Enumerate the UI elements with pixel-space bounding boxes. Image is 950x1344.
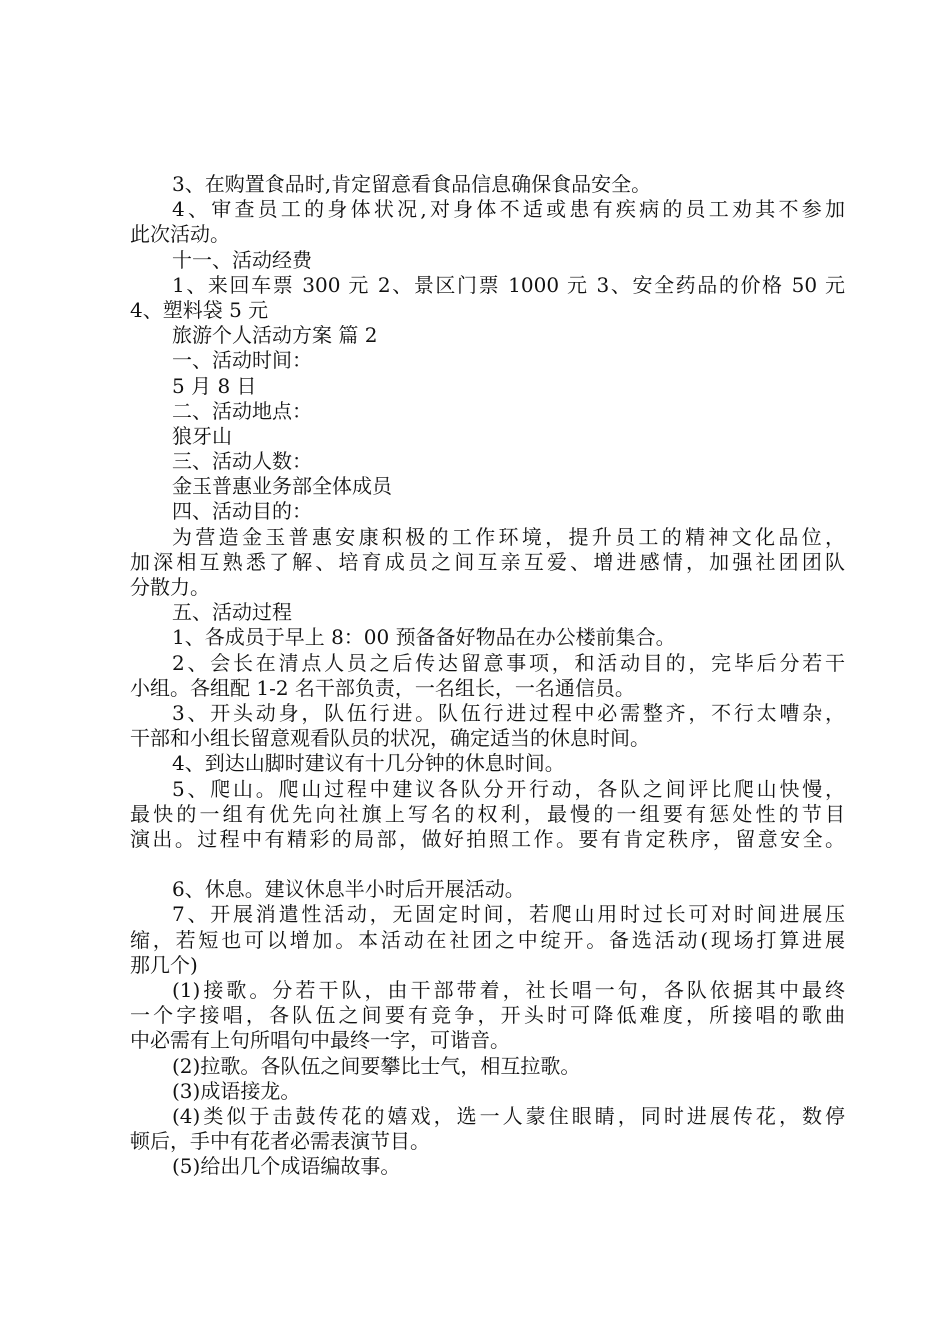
text-line: 顿后，手中有花者必需表演节目。 xyxy=(130,1129,430,1154)
text-line: (4)类似于击鼓传花的嬉戏，选一人蒙住眼睛，同时进展传花，数停 xyxy=(172,1103,845,1128)
text-line: 5 月 8 日 xyxy=(172,373,257,398)
text-line: 金玉普惠业务部全体成员 xyxy=(172,474,392,499)
text-line: 为营造金玉普惠安康积极的工作环境，提升员工的精神文化品位， xyxy=(172,524,845,549)
text-line: (3)成语接龙。 xyxy=(172,1078,301,1103)
text-line: 小组。各组配 1-2 名干部负责，一名组长，一名通信员。 xyxy=(130,675,635,700)
text-line: 4、审查员工的身体状况,对身体不适或患有疾病的员工劝其不参加 xyxy=(172,197,845,222)
text-line: 最快的一组有优先向社旗上写名的权利，最慢的一组要有惩处性的节目 xyxy=(130,801,845,826)
text-line: 干部和小组长留意观看队员的状况，确定适当的休息时间。 xyxy=(130,726,650,751)
text-line: 5、爬山。爬山过程中建议各队分开行动，各队之间评比爬山快慢， xyxy=(172,776,845,801)
text-line: 7、开展消遣性活动，无固定时间，若爬山用时过长可对时间进展压 xyxy=(172,902,845,927)
text-line: 分散力。 xyxy=(130,575,210,599)
text-line: 二、活动地点： xyxy=(172,398,312,423)
text-line: 4、塑料袋 5 元 xyxy=(130,297,269,322)
text-line: 狼牙山 xyxy=(172,423,232,448)
text-line: 十一、活动经费 xyxy=(172,247,312,272)
text-line: 一、活动时间： xyxy=(172,348,312,373)
text-line: 4、到达山脚时建议有十几分钟的休息时间。 xyxy=(172,751,565,776)
text-line: 缩，若短也可以增加。本活动在社团之中绽开。备选活动(现场打算进展 xyxy=(130,927,845,952)
text-line: 中必需有上句所唱句中最终一字，可谐音。 xyxy=(130,1028,510,1053)
text-line: 旅游个人活动方案 篇 2 xyxy=(172,323,378,348)
text-line: (2)拉歌。各队伍之间要攀比士气，相互拉歌。 xyxy=(172,1053,581,1078)
text-line: 6、休息。建议休息半小时后开展活动。 xyxy=(172,877,525,902)
text-line: 1、来回车票 300 元 2、景区门票 1000 元 3、安全药品的价格 50 元 xyxy=(172,272,845,297)
text-line: 四、活动目的： xyxy=(172,499,312,524)
text-line: 演出。过程中有精彩的局部，做好拍照工作。要有肯定秩序，留意安全。 xyxy=(130,826,845,851)
text-line: 此次活动。 xyxy=(130,222,230,247)
text-line: 3、在购置食品时,肯定留意看食品信息确保食品安全。 xyxy=(172,172,652,196)
text-line: 一个字接唱，各队伍之间要有竞争，开头时可降低难度，所接唱的歌曲 xyxy=(130,1003,845,1028)
document-body xyxy=(130,172,845,1180)
blank-line xyxy=(130,852,845,877)
text-line: 1、各成员于早上 8：00 预备备好物品在办公楼前集合。 xyxy=(172,625,676,650)
text-line: 2、会长在清点人员之后传达留意事项，和活动目的，完毕后分若干 xyxy=(172,650,845,675)
text-line: 五、活动过程 xyxy=(172,600,292,625)
text-line: 那几个) xyxy=(130,952,198,977)
text-line: 加深相互熟悉了解、培育成员之间互亲互爱、增进感情，加强社团团队 xyxy=(130,549,845,574)
text-line: (1)接歌。分若干队，由干部带着，社长唱一句，各队依据其中最终 xyxy=(172,978,845,1002)
text-line: 3、开头动身，队伍行进。队伍行进过程中必需整齐，不行太嘈杂， xyxy=(172,700,845,725)
text-line: 三、活动人数： xyxy=(172,449,312,474)
text-line: (5)给出几个成语编故事。 xyxy=(172,1154,401,1179)
